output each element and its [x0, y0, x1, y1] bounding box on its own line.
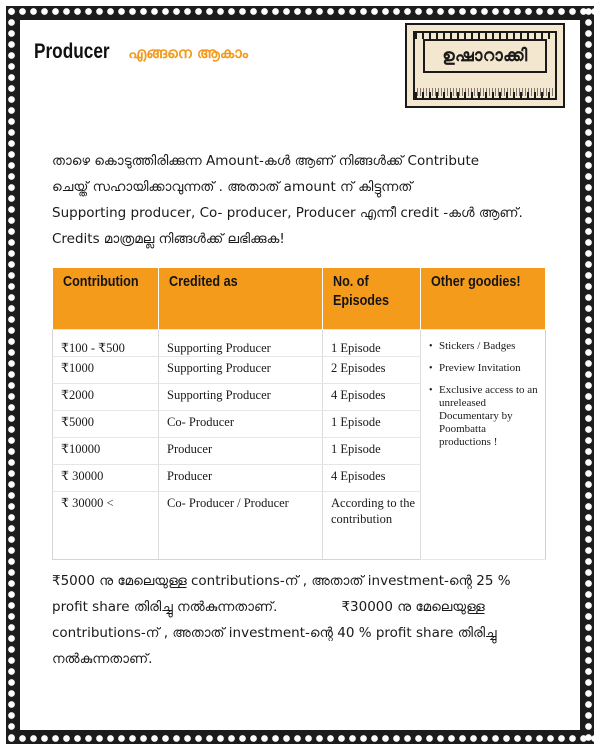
cell-amount: ₹1000	[53, 357, 159, 384]
intro-line: Credits മാത്രമല്ല നിങ്ങൾക്ക് ലഭിക്കുക!	[52, 231, 285, 247]
cell-amount: ₹2000	[53, 384, 159, 411]
cell-credit: Supporting Producer	[159, 357, 323, 384]
cell-episodes: 4 Episodes	[323, 465, 421, 492]
outro-line-part: profit share തിരിച്ചു നൽകുന്നതാണ്.	[52, 599, 278, 615]
title-malayalam: എങ്ങനെ ആകാം	[128, 44, 249, 62]
cell-amount: ₹ 30000	[53, 465, 159, 492]
cell-episodes: 4 Episodes	[323, 384, 421, 411]
header-goodies: Other goodies!	[421, 268, 546, 330]
outro-line	[52, 594, 552, 620]
logo-plate	[423, 39, 547, 73]
table-row	[53, 330, 546, 357]
contribution-table	[52, 268, 546, 560]
cell-credit: Supporting Producer	[159, 384, 323, 411]
header-contribution: Contribution	[53, 268, 159, 330]
cell-credit: Co- Producer	[159, 411, 323, 438]
outro-line: നൽകുന്നതാണ്.	[52, 651, 153, 667]
cell-episodes: 1 Episode	[323, 438, 421, 465]
cell-episodes: 2 Episodes	[323, 357, 421, 384]
title-english: Producer	[34, 40, 110, 63]
intro-paragraph	[52, 148, 552, 252]
cell-episodes: 1 Episode	[323, 330, 421, 357]
cell-episodes: 1 Episode	[323, 411, 421, 438]
outro-line: ₹5000 നു മേലെയുള്ള contributions-ന് , അതാത് investment-ന്റെ 25 %	[52, 573, 511, 589]
goodie-item: • Exclusive access to an unreleased Documentary by Poombatta productions !	[427, 384, 539, 449]
outro-line-part: ₹30000 നു മേലെയുള്ള	[341, 599, 485, 615]
goodie-item: • Stickers / Badges	[427, 340, 539, 353]
logo-fine-print	[417, 88, 553, 96]
cell-amount: ₹100 - ₹500	[53, 330, 159, 357]
profit-share-paragraph	[52, 568, 552, 672]
cell-credit: Producer	[159, 465, 323, 492]
cell-amount: ₹ 30000 <	[53, 492, 159, 560]
brand-logo	[405, 23, 565, 108]
table-header-row	[53, 268, 546, 330]
cell-credit: Co- Producer / Producer	[159, 492, 323, 560]
header-credited-as: Credited as	[159, 268, 323, 330]
cell-amount: ₹10000	[53, 438, 159, 465]
goodie-item: • Preview Invitation	[427, 362, 539, 375]
cell-episodes: According to the contribution	[323, 492, 421, 560]
intro-line: ചെയ്ത് സഹായിക്കാവുന്നത് . അതാത് amount ന് കിട്ടുന്നത്	[52, 179, 413, 195]
outro-line: contributions-ന് , അതാത് investment-ന്റെ 40 % profit share തിരിച്ചു	[52, 625, 497, 641]
cell-amount: ₹5000	[53, 411, 159, 438]
intro-line: താഴെ കൊടുത്തിരിക്കുന്ന Amount-കൾ ആണ് നിങ്ങൾക്ക് Contribute	[52, 153, 480, 169]
header-episodes: No. of Episodes	[323, 268, 421, 330]
logo-text: ഉഷാറാക്കി	[442, 46, 528, 66]
page-title	[34, 40, 248, 80]
cell-goodies	[421, 330, 546, 560]
cell-credit: Supporting Producer	[159, 330, 323, 357]
intro-line: Supporting producer, Co- producer, Producer എന്നീ credit -കൾ ആണ്.	[52, 205, 523, 221]
cell-credit: Producer	[159, 438, 323, 465]
